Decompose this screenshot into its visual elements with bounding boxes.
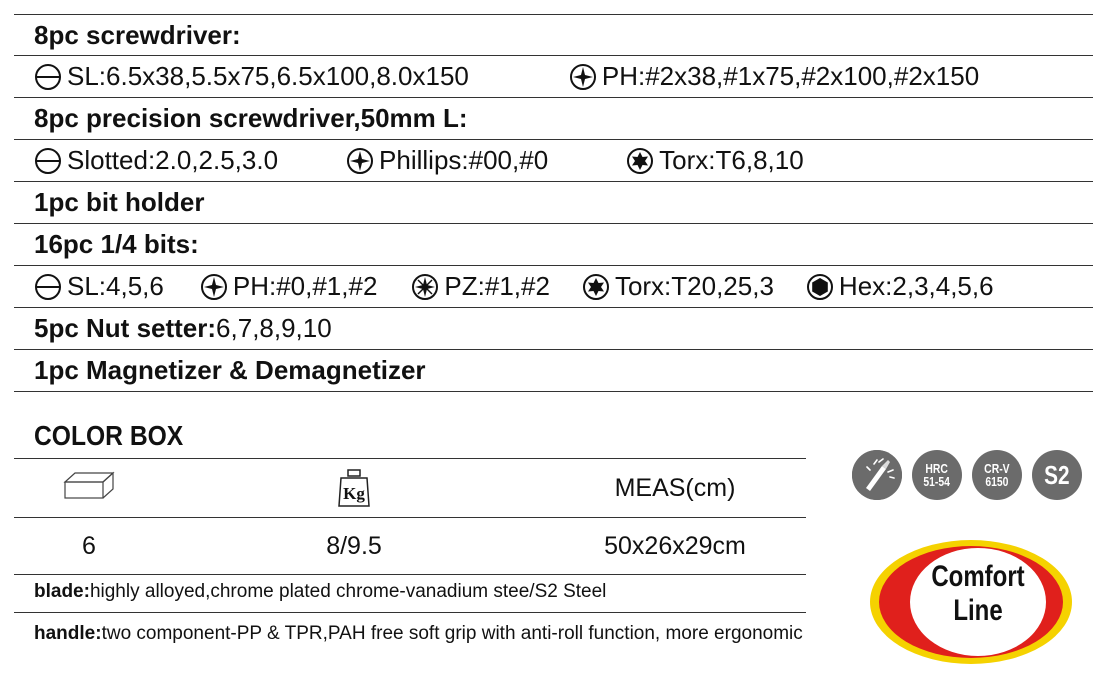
- handle-note: [34, 622, 804, 646]
- magnetic-tip-icon: [852, 450, 902, 500]
- logo-line2: Line: [953, 594, 1003, 627]
- spec-row-precision-sizes: [14, 140, 1093, 182]
- blade-text: highly alloyed,chrome plated chrome-vanadium stee/S2 Steel: [89, 581, 607, 602]
- table-header-row: [14, 459, 806, 518]
- pozidriv-icon: [411, 273, 439, 301]
- phillips-icon: [346, 147, 374, 175]
- spec-item-slotted: [34, 61, 469, 92]
- spec-item-phillips: [346, 145, 548, 176]
- spec-value: PZ:#1,#2: [444, 271, 550, 301]
- spec-value: 6,7,8,9,10: [216, 313, 332, 343]
- spec-item-slotted: [34, 145, 278, 176]
- spec-row-screwdriver-sizes: [14, 56, 1093, 98]
- s2-label: S2: [1044, 459, 1070, 490]
- spec-item-phillips: [200, 271, 378, 302]
- weight-value: 8/9.5: [164, 518, 544, 575]
- spec-row-screwdriver-heading: [14, 14, 1093, 56]
- spec-row-nut-setter: [14, 308, 1093, 350]
- spec-row-bits-sizes: [14, 266, 1093, 308]
- spec-item-phillips: [569, 61, 979, 92]
- crv-line1: CR-V: [984, 461, 1010, 476]
- phillips-icon: [569, 63, 597, 91]
- qty-header: [14, 459, 164, 518]
- s2-badge: [1032, 450, 1082, 500]
- weight-header: [164, 459, 544, 518]
- table-row: [14, 518, 806, 575]
- spec-item-pozidriv: [411, 271, 550, 302]
- spec-value: PH:#0,#1,#2: [232, 271, 378, 301]
- meas-header: MEAS(cm): [544, 459, 806, 518]
- hex-icon: [806, 273, 834, 301]
- spec-value: SL:4,5,6: [67, 271, 164, 301]
- spec-item-slotted: [34, 271, 164, 302]
- spec-value: SL:6.5x38,5.5x75,6.5x100,8.0x150: [67, 61, 469, 91]
- blade-note: [34, 580, 606, 604]
- spec-item-torx: [626, 145, 804, 176]
- hrc-badge: [912, 450, 962, 500]
- spec-heading: 8pc precision screwdriver,50mm L:: [34, 103, 468, 133]
- color-box-table: [14, 458, 806, 575]
- spec-item-hex: [806, 271, 994, 302]
- kg-label: Kg: [343, 484, 365, 503]
- torx-icon: [582, 273, 610, 301]
- spec-heading: 1pc Magnetizer & Demagnetizer: [34, 355, 426, 385]
- phillips-icon: [200, 273, 228, 301]
- kg-weight-icon: [337, 468, 371, 508]
- color-box-title: COLOR BOX: [34, 420, 184, 451]
- spec-heading: 1pc bit holder: [34, 187, 205, 217]
- logo-line1: Comfort: [931, 560, 1025, 593]
- spec-value: Hex:2,3,4,5,6: [838, 271, 994, 301]
- slotted-icon: [34, 63, 62, 91]
- spec-heading: 8pc screwdriver:: [34, 19, 241, 50]
- crv-badge: [972, 450, 1022, 500]
- spec-item-torx: [582, 271, 774, 302]
- spec-value: PH:#2x38,#1x75,#2x100,#2x150: [601, 61, 980, 91]
- torx-icon: [626, 147, 654, 175]
- note-divider: [14, 612, 806, 613]
- feature-badges: [852, 450, 1084, 500]
- meas-value: 50x26x29cm: [544, 518, 806, 575]
- spec-row-bits-heading: [14, 224, 1093, 266]
- spec-value: Torx:T6,8,10: [659, 145, 804, 175]
- crv-line2: 6150: [985, 474, 1009, 489]
- spec-row-precision-heading: [14, 98, 1093, 140]
- slotted-icon: [34, 147, 62, 175]
- spec-heading: 5pc Nut setter:: [34, 313, 217, 343]
- comfort-line-logo: [868, 538, 1074, 666]
- hrc-line2: 51-54: [923, 474, 951, 489]
- specs-table: [14, 14, 1093, 392]
- qty-value: 6: [14, 518, 164, 575]
- handle-text: two component-PP & TPR,PAH free soft grip with anti-roll function, more ergonomic: [101, 623, 803, 644]
- blade-label: blade:: [34, 581, 90, 602]
- spec-row-bit-holder: [14, 182, 1093, 224]
- handle-label: handle:: [34, 623, 102, 644]
- spec-value: Torx:T20,25,3: [614, 271, 774, 301]
- spec-row-magnetizer: [14, 350, 1093, 392]
- hrc-line1: HRC: [925, 461, 949, 476]
- slotted-icon: [34, 273, 62, 301]
- spec-heading: 16pc 1/4 bits:: [34, 229, 199, 259]
- spec-value: Phillips:#00,#0: [379, 145, 549, 175]
- spec-value: Slotted:2.0,2.5,3.0: [67, 145, 279, 175]
- box-icon: [63, 470, 115, 507]
